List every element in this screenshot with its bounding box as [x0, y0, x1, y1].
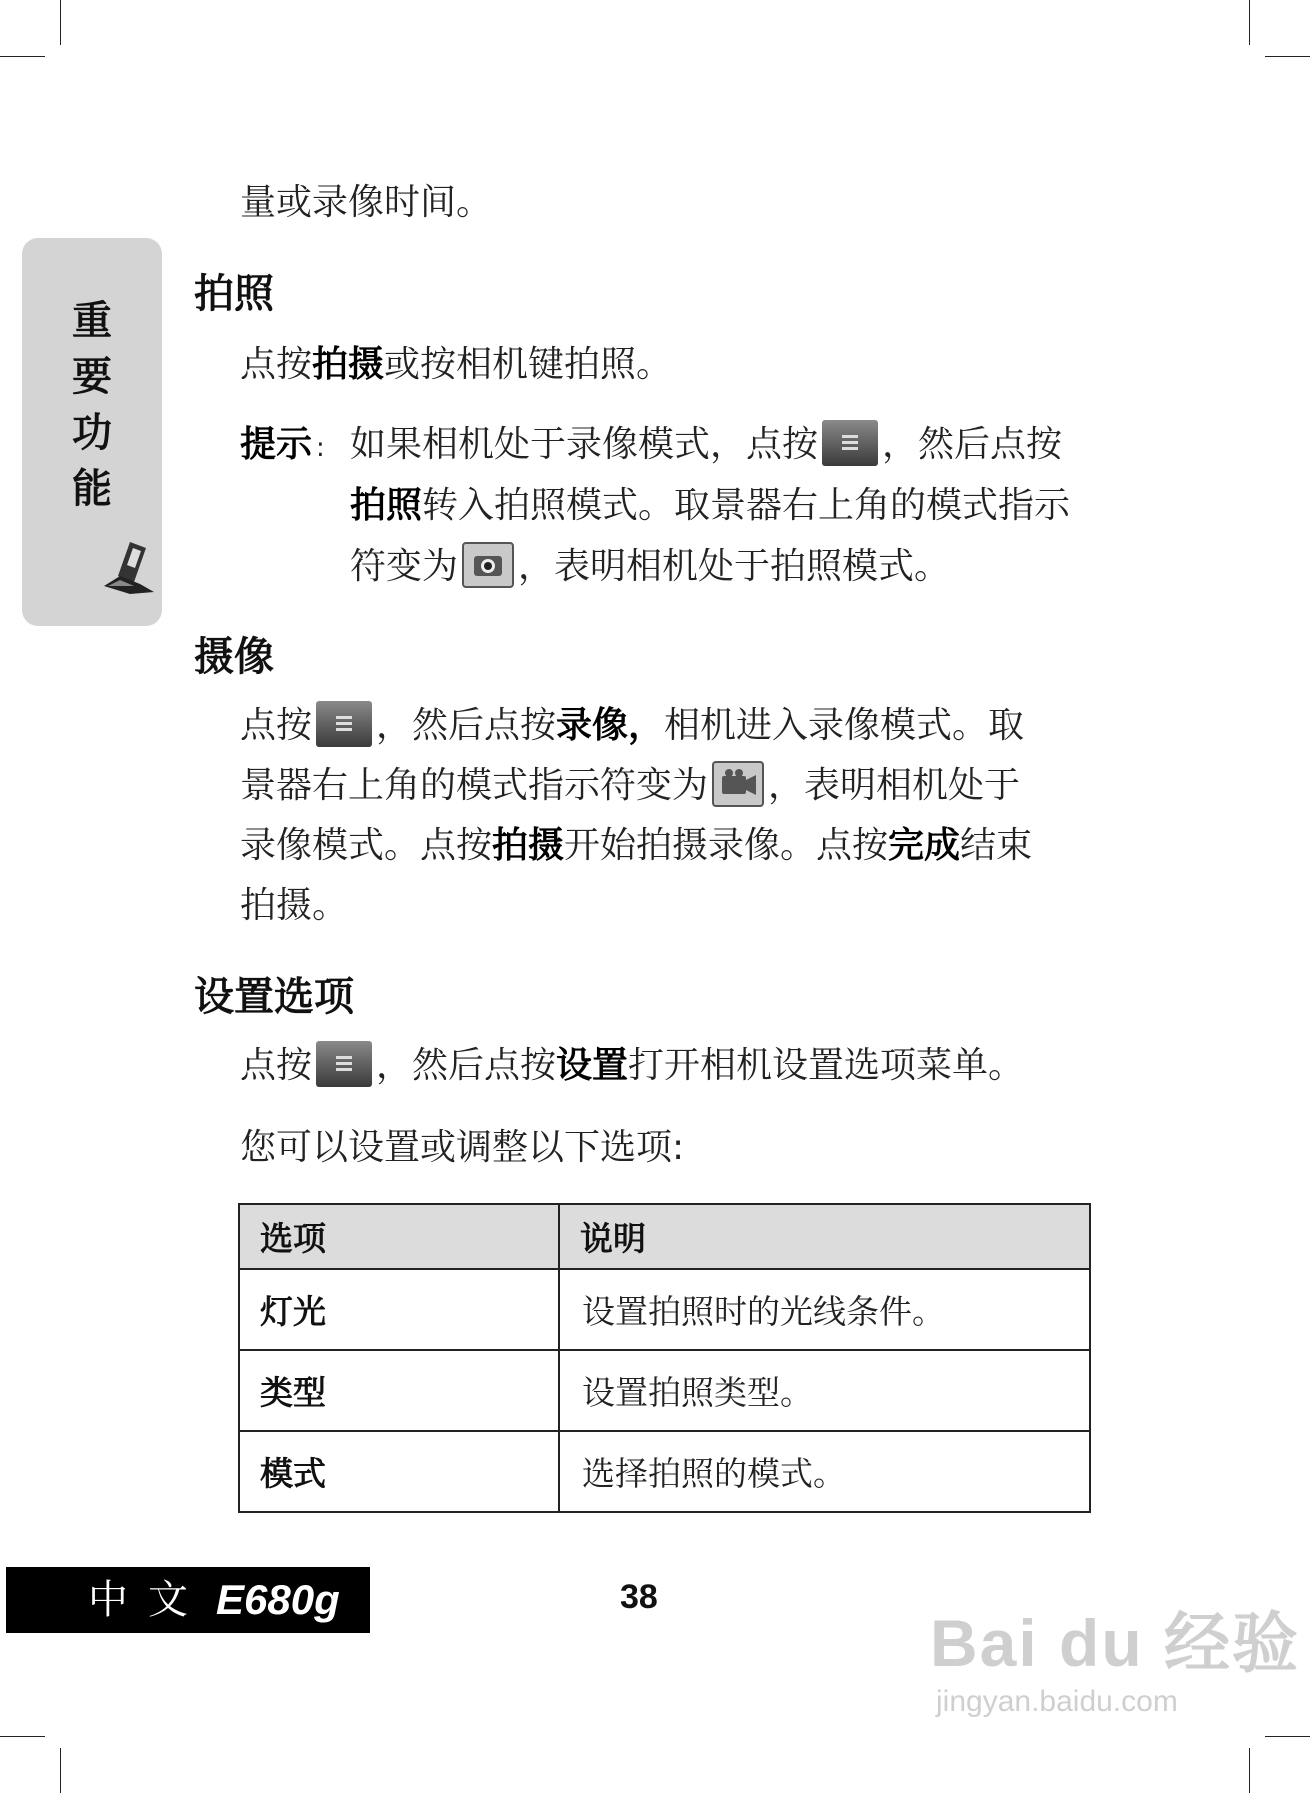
option-description: 选择拍照的模式。	[559, 1431, 1090, 1512]
footer-language-badge	[6, 1567, 370, 1633]
table-row	[239, 1431, 1090, 1512]
options-table	[238, 1203, 1091, 1513]
table-header-option: 选项	[239, 1204, 559, 1269]
crop-mark	[60, 1748, 61, 1793]
option-name: 模式	[239, 1431, 559, 1512]
menu-icon	[316, 1041, 372, 1087]
menu-icon	[822, 420, 878, 466]
footer-language: 中文	[88, 1577, 208, 1623]
tip-line-3: 符变为 ，表明相机处于拍照模式。	[350, 537, 950, 597]
table-row	[239, 1350, 1090, 1431]
section-heading-video: 摄像	[194, 634, 274, 680]
crop-mark	[1249, 0, 1250, 45]
table-header-row	[239, 1204, 1090, 1269]
page-number: 38	[620, 1578, 658, 1616]
settings-line-2: 您可以设置或调整以下选项:	[240, 1127, 685, 1168]
continuation-text: 量或录像时间。	[240, 182, 493, 223]
crop-mark	[1265, 1736, 1310, 1737]
crop-mark	[0, 56, 45, 57]
video-line-3: 录像模式。点按拍摄开始拍摄录像。点按完成结束	[240, 825, 1033, 866]
option-description: 设置拍照类型。	[559, 1350, 1090, 1431]
option-name: 类型	[239, 1350, 559, 1431]
video-line-1: 点按 ，然后点按录像，相机进入录像模式。取	[240, 696, 1024, 756]
settings-line-1: 点按 ，然后点按设置打开相机设置选项菜单。	[240, 1036, 1024, 1096]
tip-label: 提示 :	[240, 424, 325, 465]
tip-line-2: 拍照转入拍照模式。取景器右上角的模式指示	[350, 485, 1071, 526]
baidu-watermark	[930, 1590, 1300, 1719]
crop-mark	[0, 1736, 45, 1737]
option-name: 灯光	[239, 1269, 559, 1350]
crop-mark	[60, 0, 61, 45]
watermark-brand: Bai du 经验	[930, 1606, 1301, 1680]
chapter-label: 重 要 功 能	[72, 297, 112, 512]
watermark-url: jingyan.baidu.com	[936, 1685, 1178, 1718]
table-header-description: 说明	[559, 1204, 1090, 1269]
crop-mark	[1265, 56, 1310, 57]
chapter-side-tab	[22, 238, 162, 626]
menu-icon	[316, 701, 372, 747]
camera-mode-icon	[462, 542, 514, 588]
footer-model: E680g	[216, 1576, 340, 1623]
video-line-2: 景器右上角的模式指示符变为 ，表明相机处于	[240, 756, 1020, 816]
section-heading-settings: 设置选项	[194, 974, 354, 1020]
section-heading-photo: 拍照	[194, 271, 274, 317]
video-mode-icon	[712, 761, 764, 807]
phone-icon	[100, 538, 156, 596]
option-description: 设置拍照时的光线条件。	[559, 1269, 1090, 1350]
table-row	[239, 1269, 1090, 1350]
tip-line-1: 如果相机处于录像模式，点按 ，然后点按	[350, 415, 1062, 475]
photo-instruction: 点按拍摄或按相机键拍照。	[240, 344, 673, 385]
crop-mark	[1249, 1748, 1250, 1793]
video-line-4: 拍摄。	[240, 885, 349, 926]
